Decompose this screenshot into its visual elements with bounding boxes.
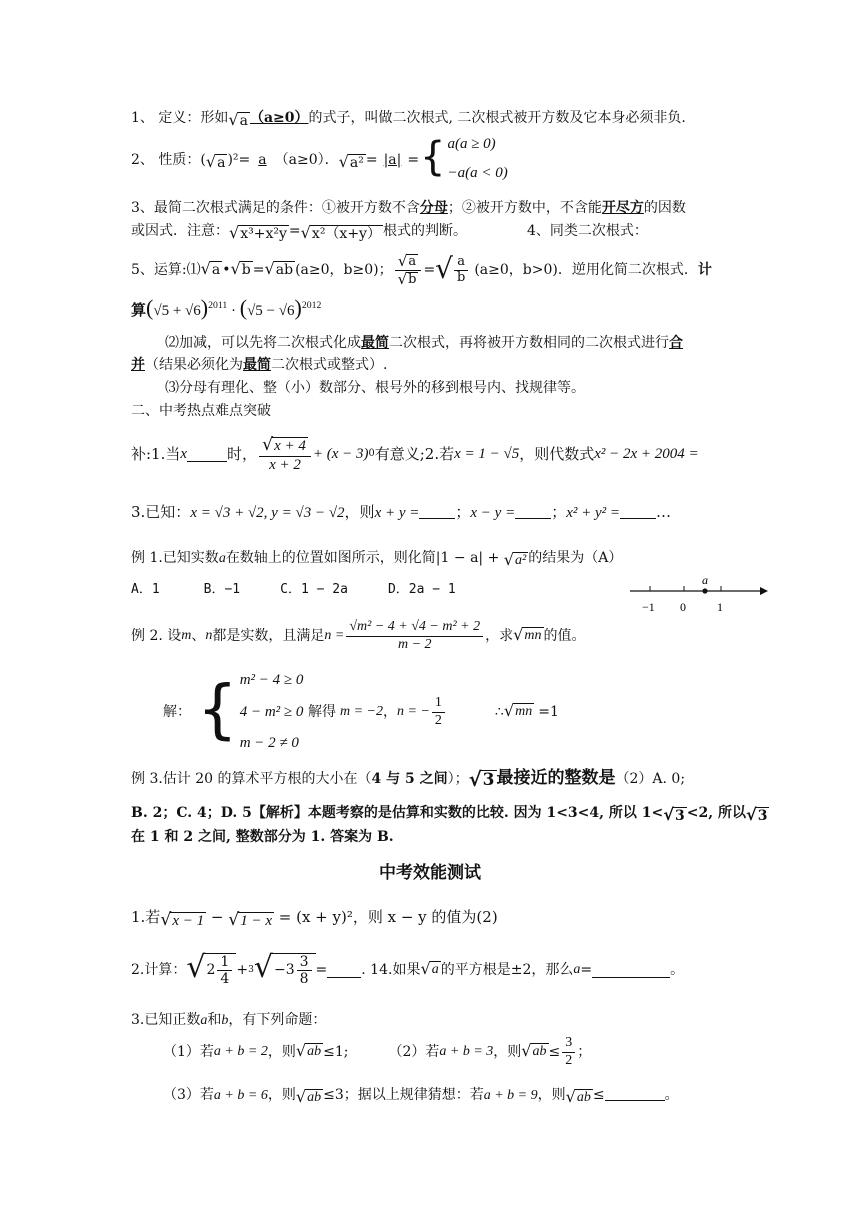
example-1-options: A．1 B．−1 C．1 − 2a D．2a − 1 [131, 582, 456, 597]
example-2: 例 2. 设 m 、 n 都是实数，且满足 n = $\frac{\text{√m² − 4 + √4 − m² + 2}}{m - 2}$ ，求 √ mn 的值。 [131, 619, 586, 652]
test-1: 1.若 √ x − 1 − √ 1 − x = (x + y)²，则 x − y 的值为(2) [131, 908, 498, 930]
solution-result: 解得 m = −2 ， n = − $\frac{1}{2}$ ∴ √ mn =1 [308, 695, 559, 728]
example-3: 例 3.估计 20 的算术平方根的大小在（4 与 5 之间）； √ 3 最接近的整数是（2）A. 0; [131, 768, 686, 791]
example-3-answer: 在 1 和 2 之间, 整数部分为 1. 答案为 B. [131, 829, 394, 845]
solution-label: 解： [163, 704, 191, 720]
point-a-label: a [702, 575, 708, 587]
operation-line: 5、运算:⑴ √ a • √ b = √ ab (a≥0，b≥0)； √ a √ b = √ $\frac{a}{b}$ (a≥0，b>0)．逆用化简二次根式． 计 [131, 251, 712, 288]
piecewise-cases: { a(a ≥ 0) −a(a < 0) [420, 134, 508, 181]
section-heading: 二、中考热点难点突破 [131, 403, 271, 419]
example-3-analysis: B. 2；C. 4；D. 5【解析】本题考察的是估算和实数的比较. 因为 1<3<4, 所以 1< √ 3 <2, 所以 √ 3 [131, 805, 768, 824]
svg-text:−1: −1 [642, 600, 655, 614]
simplest-radical-line: 3、最简二次根式满足的条件：①被开方数不含分母；②被开方数中，不含能开尽方的因数 [131, 200, 686, 216]
test-2: 2.计算： √ 2 $\frac{1}{4}$ + 3 √ −3 $\frac{3}{8}$ = . 14.如果 √ a 的平方根是±2，那么 a = 。 [131, 949, 685, 987]
addition-line-cont: 并（结果必须化为最简二次根式或整式）. [131, 357, 388, 373]
svg-text:0: 0 [680, 600, 686, 614]
test-3-cases: （1）若 a + b = 2 ，则 √ ab ≤1; （2）若 a + b = 3 ，则 √ ab ≤ $\frac{3}{2}$ ； [163, 1035, 592, 1068]
answer-a: a [258, 152, 267, 168]
addition-line: ⑵加减，可以先将二次根式化成最简二次根式，再将被开方数相同的二次根式进行合 [165, 335, 683, 351]
radical: √ a [228, 110, 248, 129]
question-3: 3.已知：x = √3 + √2, y = √3 − √2，则x + y = ；x − y = ；x² + y² = … [131, 503, 672, 521]
test-3: 3.已知正数a和b，有下列命题： [131, 1012, 327, 1028]
property-line: 2、 性质：( √ a )²= a （a≥0）． √ a² = |a| = [131, 152, 420, 171]
example-1: 例 1.已知实数a在数轴上的位置如图所示，则化简|1 − a| + √ a² 的结果为（A） [131, 550, 623, 569]
note-line: 或因式．注意： √ x³+x²y = √ x²（x+y） 根式的判断。 4、同类二次根式： [131, 223, 648, 242]
test-3-conjecture: （3）若a + b = 6，则 √ ab ≤3；据以上规律猜想：若a + b = 9，则 √ ab ≤ 。 [163, 1087, 679, 1106]
definition-line: 1、 定义：形如 √ a （a≥0）的式子，叫做二次根式, 二次根式被开方数及它本身必须非负. [131, 110, 686, 129]
section-title: 中考效能测试 [379, 863, 481, 883]
number-line-figure [628, 575, 768, 615]
supplement-problem: 补:1.当 x 时， √ x + 4 x + 2 + (x − 3) 0 有意义;2.若 x = 1 − √5 ，则代数式 x² − 2x + 2004 = [131, 435, 699, 473]
rationalize-line: ⑶分母有理化、整（小）数部分、根号外的移到根号内、找规律等。 [165, 380, 585, 396]
compute-expression: 算$(√5 + √6)^{2011} \cdot (√5 - √6)^{2012}$ [131, 294, 322, 320]
answer-abs-a: |a| [383, 152, 402, 168]
svg-text:1: 1 [717, 600, 723, 614]
inequality-system: { m² − 4 ≥ 0 4 − m² ≥ 0 m − 2 ≠ 0 [197, 672, 304, 751]
